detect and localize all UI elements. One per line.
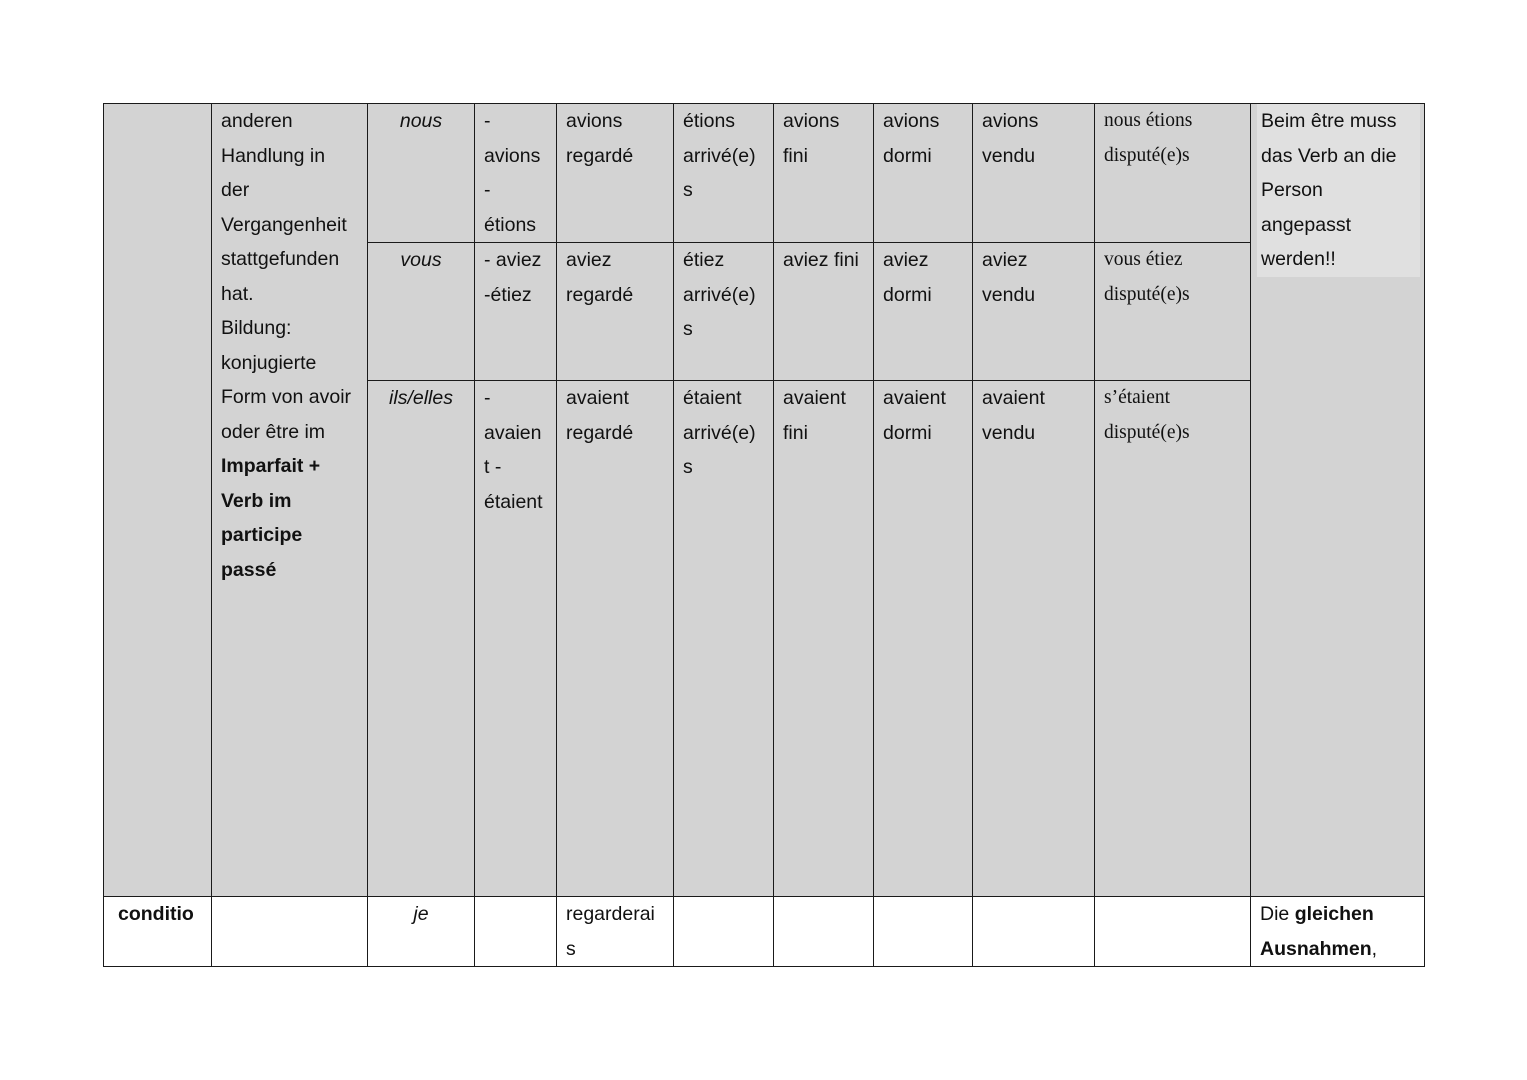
pronoun-cell: vous [368,243,475,381]
tense-cell [104,104,212,897]
vendre-cell: avions vendu [973,104,1095,243]
note-highlight: Beim être muss das Verb an die Person angepasst werden!! [1257,104,1420,277]
description-line: konjugierte [221,351,317,374]
description-line: der [221,179,250,201]
vendre-cell: avaient vendu [973,381,1095,897]
pronoun-cell: nous [368,104,475,243]
description-cell [212,104,368,897]
finir-cell [774,897,874,967]
finir-cell: aviez fini [774,243,874,381]
pronoun-cell: je [368,897,475,967]
regarder-cell: avaient regardé [557,381,674,897]
regarder-cell: avions regardé [557,104,674,243]
table-row [104,897,1425,967]
regarder-cell: aviez regardé [557,243,674,381]
se-disputer-cell: s’étaient disputé(e)s [1095,381,1251,897]
description-line: oder être im [221,420,326,443]
auxiliary-cell [475,897,557,967]
tense-cell: conditio [104,897,212,967]
auxiliary-cell: - avions - étions [475,104,557,243]
se-disputer-cell: nous étions disputé(e)s [1095,104,1251,243]
note-text: , [1371,937,1378,960]
se-disputer-cell [1095,897,1251,967]
arriver-cell [674,897,774,967]
dormir-cell: avaient dormi [874,381,973,897]
description-line: hat. [221,282,254,305]
finir-cell: avaient fini [774,381,874,897]
description-line: anderen [221,110,293,132]
note-cell [1251,104,1425,897]
dormir-cell [874,897,973,967]
note-emphasis: gleichen [1294,903,1374,925]
arriver-cell: étiez arrivé(e) s [674,243,774,381]
vendre-cell: aviez vendu [973,243,1095,381]
regarder-cell: regarderai s [557,897,674,967]
description-line: Handlung in [221,144,326,167]
auxiliary-cell: - aviez -étiez [475,243,557,381]
formation-rule: Imparfait + Verb im participe passé [221,455,321,581]
se-disputer-cell: vous étiez disputé(e)s [1095,243,1251,381]
table-row [104,104,1425,243]
dormir-cell: aviez dormi [874,243,973,381]
note-text: Die [1260,903,1295,925]
arriver-cell: étaient arrivé(e) s [674,381,774,897]
arriver-cell: étions arrivé(e) s [674,104,774,243]
pronoun-cell: ils/elles [368,381,475,897]
note-cell [1251,897,1425,967]
description-line: stattgefunden [221,248,340,270]
note-emphasis: Ausnahmen [1260,937,1372,960]
auxiliary-cell: - avaien t - étaient [475,381,557,897]
description-cell [212,897,368,967]
finir-cell: avions fini [774,104,874,243]
conjugation-table [103,103,1425,967]
dormir-cell: avions dormi [874,104,973,243]
description-line: Form von avoir [221,386,352,408]
description-line: Vergangenheit [221,213,347,236]
description-line: Bildung: [221,317,292,339]
vendre-cell [973,897,1095,967]
